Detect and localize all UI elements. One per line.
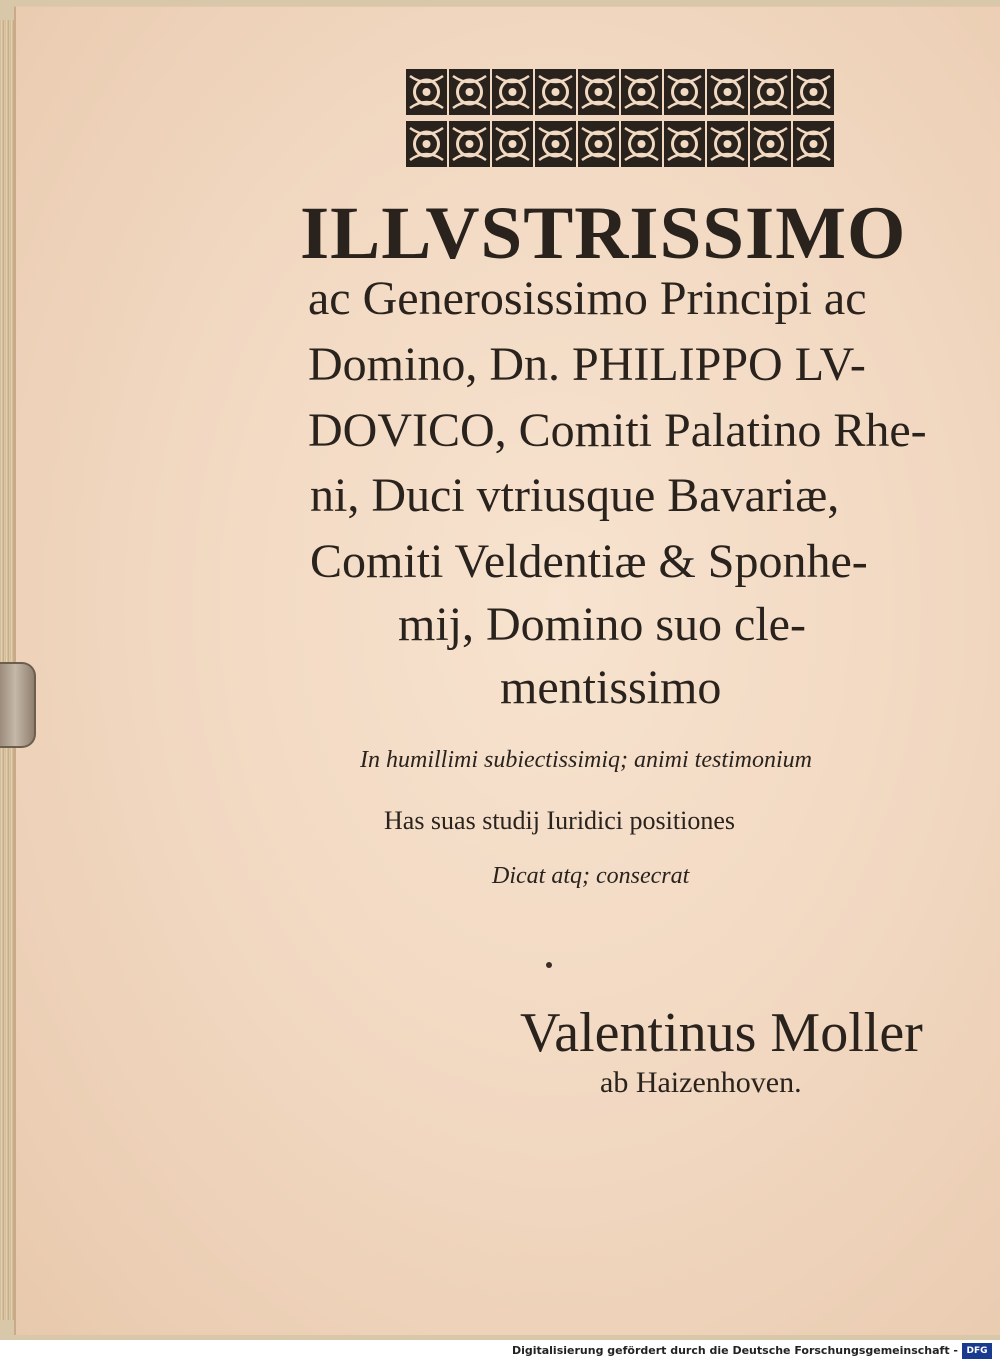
author-place: ab Haizenhoven. — [600, 1066, 802, 1099]
ornament-tile — [793, 69, 834, 115]
ornament-tile — [750, 69, 791, 115]
positiones-line: Has suas studij Iuridici positiones — [384, 806, 735, 835]
dedication-line-4: ni, Duci vtriusque Bavariæ, — [310, 469, 840, 522]
ornament-tile — [578, 121, 619, 167]
ornament-tile — [535, 121, 576, 167]
dfg-logo-icon: DFG — [962, 1343, 992, 1359]
ornament-tile — [492, 69, 533, 115]
ink-speck — [546, 962, 552, 968]
ornament-tile — [449, 121, 490, 167]
footer-credit: Digitalisierung gefördert durch die Deutsche Forschungsgemeinschaft - — [511, 1344, 958, 1357]
ornament-tile — [793, 121, 834, 167]
ornament-tile — [750, 121, 791, 167]
woodcut-ornament-band — [405, 68, 835, 168]
ornament-tile — [406, 121, 447, 167]
dedication-line-3: DOVICO, Comiti Palatino Rhe- — [308, 404, 927, 457]
ornament-tile — [535, 69, 576, 115]
ornament-tile — [664, 69, 705, 115]
ornament-tiles — [406, 69, 834, 167]
dedication-line-2: Domino, Dn. PHILIPPO LV- — [308, 338, 866, 391]
author-name: Valentinus Moller — [520, 1002, 923, 1064]
digitization-footer — [0, 1340, 1000, 1363]
ornament-tile — [707, 121, 748, 167]
ornament-tile — [449, 69, 490, 115]
ornament-tile — [621, 69, 662, 115]
ornament-tile — [492, 121, 533, 167]
dicat-line: Dicat atq; consecrat — [492, 863, 690, 889]
ornament-tile — [621, 121, 662, 167]
dedication-line-5: Comiti Veldentiæ & Sponhe- — [310, 535, 868, 588]
dedication-line-6: mij, Domino suo cle- — [398, 598, 806, 651]
page-title: ILLVSTRISSIMO — [300, 192, 907, 275]
ornament-tile — [406, 69, 447, 115]
ornament-tile — [664, 121, 705, 167]
ornament-tile — [578, 69, 619, 115]
dedication-line-1: ac Generosissimo Principi ac — [308, 272, 867, 325]
ornament-tile — [707, 69, 748, 115]
dedication-line-7: mentissimo — [500, 661, 722, 714]
testimonium-line: In humillimi subiectissimiq; animi testimonium — [360, 747, 812, 773]
book-clasp — [0, 662, 36, 748]
